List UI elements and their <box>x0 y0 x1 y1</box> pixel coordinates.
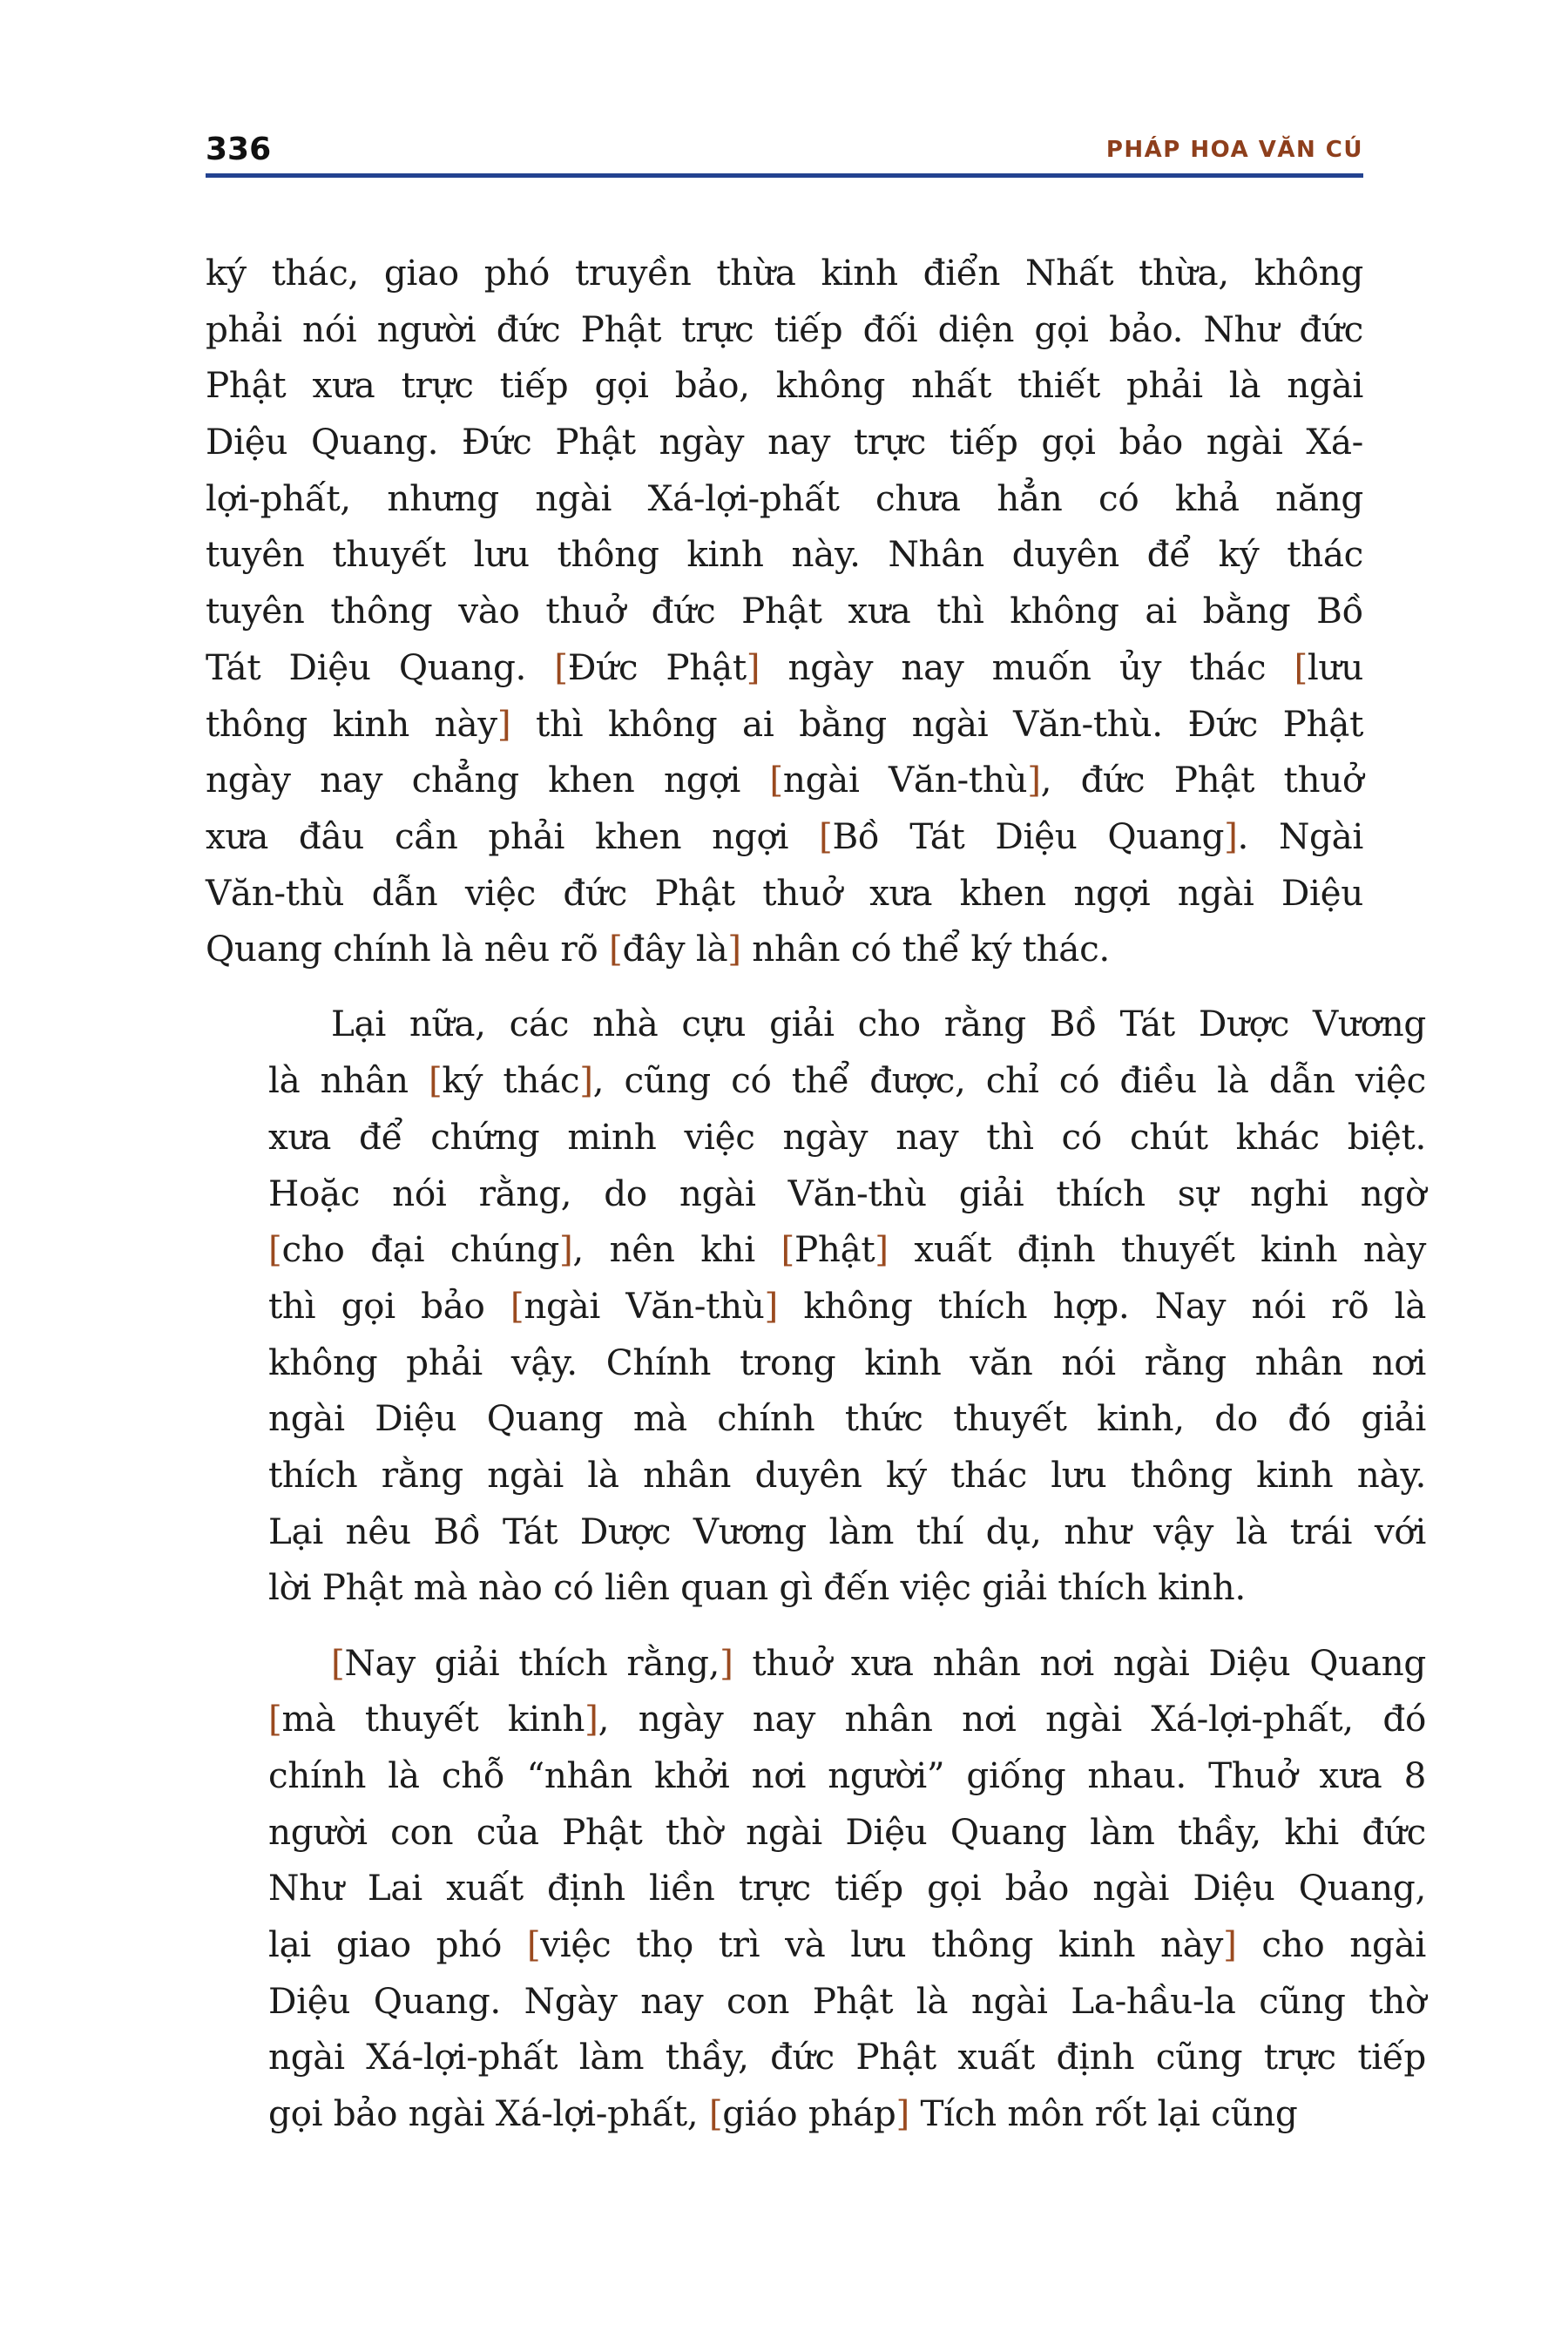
text-run: Hoặc nói rằng, do ngài Văn-thù giải thích sự nghi ngờ <box>268 1172 1426 1214</box>
editorial-bracket: [ <box>268 1698 282 1740</box>
editorial-bracket: [ <box>331 1641 345 1684</box>
editorial-bracket: [ <box>268 1228 282 1271</box>
text-line-content <box>206 357 1363 414</box>
text-run: ký thác <box>442 1059 580 1102</box>
text-run: tuyên thuyết lưu thông kinh này. Nhân duyên để ký thác <box>206 533 1363 576</box>
text-line <box>206 1691 1427 1747</box>
text-run: Bồ Tát Diệu Quang <box>832 814 1225 857</box>
text-line-content <box>206 245 1363 301</box>
editorial-bracket: ] <box>579 1059 593 1102</box>
page-header <box>206 129 1363 171</box>
text-run: đây là <box>622 928 728 970</box>
text-line <box>206 2085 1363 2142</box>
text-line-content <box>206 414 1363 470</box>
editorial-bracket: ] <box>1027 759 1041 801</box>
text-line-content <box>206 921 1363 977</box>
text-line-content <box>206 470 1363 527</box>
text-line <box>206 245 1363 301</box>
text-line <box>206 526 1363 583</box>
text-line <box>206 752 1363 808</box>
text-line-content <box>268 1278 1426 1335</box>
editorial-bracket: [ <box>708 2092 723 2134</box>
editorial-bracket: ] <box>746 645 760 688</box>
paragraph <box>206 996 1426 1616</box>
running-head: PHÁP HOA VĂN CÚ <box>1105 137 1363 163</box>
text-run: , ngày nay nhân nơi ngài Xá-lợi-phất, đó <box>598 1698 1427 1740</box>
editorial-bracket: [ <box>1294 645 1308 688</box>
text-line <box>206 1804 1426 1861</box>
text-line-content <box>206 526 1363 583</box>
editorial-bracket: [ <box>510 1284 524 1327</box>
paragraph <box>206 1635 1427 2142</box>
text-line-content <box>268 2029 1426 2085</box>
text-line-content <box>206 865 1363 922</box>
text-line <box>206 1447 1426 1504</box>
text-line <box>206 1052 1426 1109</box>
editorial-bracket: ] <box>497 702 511 745</box>
text-line <box>206 1390 1426 1447</box>
editorial-bracket: [ <box>554 645 568 688</box>
text-line <box>206 301 1363 358</box>
text-line <box>206 470 1363 527</box>
text-line-content <box>268 1747 1426 1804</box>
text-run: thì gọi bảo <box>268 1284 510 1327</box>
editorial-bracket: ] <box>896 2092 909 2134</box>
text-run: không phải vậy. Chính trong kinh văn nói rằng nhân nơi <box>268 1341 1426 1383</box>
text-run: Quang chính là nêu rõ <box>206 928 609 970</box>
text-line-content <box>268 1559 1426 1616</box>
text-line <box>206 2029 1426 2085</box>
text-run: ngài Xá-lợi-phất làm thầy, đức Phật xuất định cũng trực tiếp <box>268 2036 1426 2078</box>
text-run: Diệu Quang. Đức Phật ngày nay trực tiếp gọi bảo ngài Xá- <box>206 421 1363 463</box>
text-run: không thích hợp. Nay nói rõ là <box>777 1284 1426 1327</box>
text-line-content <box>268 1973 1426 2030</box>
text-line <box>206 357 1363 414</box>
text-run: Đức Phật <box>567 645 747 688</box>
editorial-bracket: ] <box>727 928 741 970</box>
text-line-content <box>268 1916 1426 1973</box>
text-line <box>206 1973 1426 2030</box>
text-run: tuyên thông vào thuở đức Phật xưa thì không ai bằng Bồ <box>206 590 1363 632</box>
text-line <box>206 1635 1426 1692</box>
text-run: Tích môn rốt lại cũng <box>909 2092 1298 2134</box>
text-line-content <box>268 1335 1426 1391</box>
text-run: Phật xưa trực tiếp gọi bảo, không nhất thiết phải là ngài <box>206 364 1363 407</box>
text-line <box>206 583 1363 639</box>
text-run: , cũng có thể được, chỉ có điều là dẫn việc <box>592 1059 1426 1102</box>
text-run: giáo pháp <box>722 2092 896 2134</box>
text-run: phải nói người đức Phật trực tiếp đối diện gọi bảo. Như đức <box>206 308 1363 350</box>
text-line <box>206 639 1363 696</box>
text-run: ngài Văn-thù <box>524 1284 765 1327</box>
text-run: Tát Diệu Quang. <box>206 645 555 688</box>
text-line-content <box>268 1804 1426 1861</box>
text-line <box>206 1335 1426 1391</box>
text-line-content <box>268 1390 1426 1447</box>
text-line-content <box>268 1221 1426 1278</box>
text-line-content <box>268 996 1426 1052</box>
text-line-content <box>206 639 1363 696</box>
text-run: xưa đâu cần phải khen ngợi <box>206 814 820 857</box>
paragraph <box>206 245 1363 977</box>
text-line-content <box>268 1635 1426 1692</box>
text-run: ký thác, giao phó truyền thừa kinh điển Nhất thừa, không <box>206 252 1363 294</box>
text-run: ngài Diệu Quang mà chính thức thuyết kinh, do đó giải <box>268 1397 1426 1440</box>
text-line <box>206 1916 1426 1973</box>
text-line <box>206 1221 1426 1278</box>
text-run: Diệu Quang. Ngày nay con Phật là ngài La-hầu-la cũng thờ <box>268 1979 1426 2022</box>
text-run: lợi-phất, nhưng ngài Xá-lợi-phất chưa hẳn có khả năng <box>206 476 1363 519</box>
editorial-bracket: ] <box>558 1228 573 1271</box>
text-line-content <box>268 1109 1426 1166</box>
text-line <box>206 996 1426 1052</box>
text-run: thông kinh này <box>206 702 497 745</box>
text-line <box>206 1278 1426 1335</box>
text-run: cho ngài <box>1236 1923 1426 1965</box>
text-line <box>206 1166 1426 1222</box>
text-line <box>206 1559 1363 1616</box>
text-line <box>206 1747 1426 1804</box>
text-run: thì không ai bằng ngài Văn-thù. Đức Phật <box>510 702 1364 745</box>
text-line <box>206 414 1363 470</box>
text-line <box>206 808 1363 865</box>
text-run: . Ngài <box>1237 814 1364 857</box>
editorial-bracket: [ <box>781 1228 794 1271</box>
editorial-bracket: [ <box>428 1059 443 1102</box>
text-run: lưu <box>1307 645 1363 688</box>
text-line-content <box>268 2085 1426 2142</box>
text-run: nhân có thể ký thác. <box>740 928 1110 970</box>
text-line-content <box>206 696 1363 753</box>
text-line-content <box>206 301 1363 358</box>
text-run: gọi bảo ngài Xá-lợi-phất, <box>268 2092 709 2134</box>
text-run: , nên khi <box>572 1228 781 1271</box>
text-run: ngài Văn-thù <box>782 759 1028 801</box>
text-line-content <box>268 1504 1426 1560</box>
editorial-bracket: ] <box>764 1284 778 1327</box>
text-run: Như Lai xuất định liền trực tiếp gọi bảo ngài Diệu Quang, <box>268 1867 1426 1909</box>
text-line-content <box>268 1691 1426 1747</box>
text-line-content <box>268 1052 1426 1109</box>
text-run: , đức Phật thuở <box>1040 759 1363 801</box>
text-line <box>206 1860 1426 1916</box>
text-line <box>206 865 1363 922</box>
header-rule <box>206 173 1363 178</box>
text-line-content <box>206 752 1363 808</box>
text-run: thích rằng ngài là nhân duyên ký thác lưu thông kinh này. <box>268 1453 1426 1496</box>
editorial-bracket: [ <box>608 928 623 970</box>
text-run: việc thọ trì và lưu thông kinh này <box>540 1923 1224 1965</box>
text-run: mà thuyết kinh <box>281 1698 585 1740</box>
text-run: Nay giải thích rằng, <box>344 1641 720 1684</box>
text-run: Phật <box>794 1228 875 1271</box>
text-line-content <box>268 1860 1426 1916</box>
text-line <box>206 921 1363 977</box>
text-run: cho đại chúng <box>281 1228 559 1271</box>
text-run: xuất định thuyết kinh này <box>888 1228 1426 1271</box>
text-run: Lại nữa, các nhà cựu giải cho rằng Bồ Tát Dược Vương <box>331 1003 1426 1045</box>
text-line-content <box>206 808 1363 865</box>
text-run: Văn-thù dẫn việc đức Phật thuở xưa khen ngợi ngài Diệu <box>206 871 1363 914</box>
text-run: ngày nay chẳng khen ngợi <box>206 759 770 801</box>
text-line-content <box>268 1447 1426 1504</box>
text-run: là nhân <box>268 1059 429 1102</box>
text-run: lại giao phó <box>268 1923 527 1965</box>
text-line <box>206 1504 1426 1560</box>
text-run: xưa để chứng minh việc ngày nay thì có chút khác biệt. <box>268 1115 1426 1158</box>
page-number: 336 <box>206 132 272 167</box>
text-run: Lại nêu Bồ Tát Dược Vương làm thí dụ, như vậy là trái với <box>268 1510 1426 1552</box>
editorial-bracket: [ <box>769 759 783 801</box>
text-line-content <box>268 1166 1426 1222</box>
editorial-bracket: ] <box>1224 814 1238 857</box>
editorial-bracket: ] <box>875 1228 889 1271</box>
editorial-bracket: [ <box>526 1923 541 1965</box>
text-line-content <box>206 583 1363 639</box>
text-line <box>206 696 1363 753</box>
text-run: chính là chỗ “nhân khởi nơi người” giống nhau. Thuở xưa 8 <box>268 1754 1426 1796</box>
text-run: người con của Phật thờ ngài Diệu Quang làm thầy, khi đức <box>268 1810 1426 1853</box>
body-text <box>206 245 1427 2160</box>
text-run: thuở xưa nhân nơi ngài Diệu Quang <box>733 1641 1426 1684</box>
editorial-bracket: [ <box>819 814 833 857</box>
editorial-bracket: ] <box>585 1698 598 1740</box>
text-line <box>206 1109 1426 1166</box>
text-run: lời Phật mà nào có liên quan gì đến việc giải thích kinh. <box>268 1566 1246 1609</box>
text-run: ngày nay muốn ủy thác <box>760 645 1294 688</box>
editorial-bracket: ] <box>720 1641 733 1684</box>
editorial-bracket: ] <box>1223 1923 1237 1965</box>
